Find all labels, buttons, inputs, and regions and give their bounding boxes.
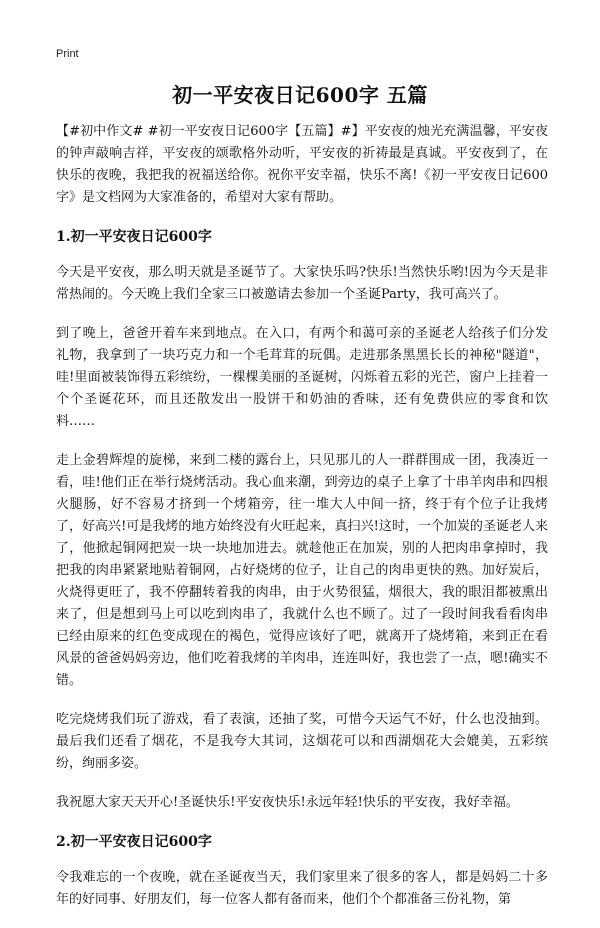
section-2-paragraph-1: 令我难忘的一个夜晚，就在圣诞夜当天，我们家里来了很多的客人，都是妈妈二十多年的好同事、好朋友们，每一位客人都有备而来，他们个个都准备三份礼物，第 xyxy=(56,870,548,907)
section-1-paragraph-5: 我祝愿大家天天开心!圣诞快乐!平安夜快乐!永远年轻!快乐的平安夜，我好幸福。 xyxy=(56,795,519,810)
section-1-paragraph-1: 今天是平安夜，那么明天就是圣诞节了。大家快乐吗?快乐!当然快乐哟!因为今天是非常热闹的。今天晚上我们全家三口被邀请去参加一个圣诞Party，我可高兴了。 xyxy=(56,265,548,302)
print-link[interactable]: Print xyxy=(56,48,79,60)
section-heading-2: 2.初一平安夜日记600字 xyxy=(56,834,212,850)
section-1-paragraph-2: 到了晚上，爸爸开着车来到地点。在入口，有两个和蔼可亲的圣诞老人给孩子们分发礼物，我拿到了一块巧克力和一个毛茸茸的玩偶。走进那条黑黑长长的神秘"隧道"，哇!里面被装饰得五彩缤纷，一棵棵美丽的圣诞树，闪烁着五彩的光芒，窗户上挂着一个个圣诞花环，而且还散发出一股饼干和奶油的香味，还有免费供应的零食和饮料…… xyxy=(56,326,548,429)
section-1-paragraph-4: 吃完烧烤我们玩了游戏，看了表演，还抽了奖，可惜今天运气不好，什么也没抽到。最后我们还看了烟花，不是我夸大其词，这烟花可以和西湖烟花大会媲美，五彩缤纷，绚丽多姿。 xyxy=(56,712,548,771)
article-body xyxy=(56,121,548,928)
intro-paragraph: 【#初中作文# #初一平安夜日记600字【五篇】#】平安夜的烛光充满温馨，平安夜的钟声敲响吉祥，平安夜的颂歌格外动听，平安夜的祈祷最是真诚。平安夜到了，在快乐的夜晚，我把我的祝福送给你。祝你平安幸福，快乐不离!《初一平安夜日记600字》是文档网为大家准备的，希望对大家有帮助。 xyxy=(56,124,548,205)
page-title: 初一平安夜日记600字 五篇 xyxy=(172,83,428,107)
section-1-paragraph-3: 走上金碧辉煌的旋梯，来到二楼的露台上，只见那儿的人一群群围成一团，我凑近一看，哇!他们正在举行烧烤活动。我心血来潮，到旁边的桌子上拿了十串羊肉串和四根火腿肠，好不容易才挤到一个烤箱旁，往一堆大人中间一挤，终于有个位子让我烤了，好高兴!可是我烤的地方始终没有火旺起来，真扫兴!这时，一个加炭的圣诞老人来了，他掀起铜网把炭一块一块地加进去。就趁他正在加炭，别的人把肉串拿掉时，我把我的肉串紧紧地贴着铜网，占好烧烤的位子，让自己的肉串更快的熟。加好炭后，火烧得更旺了，我不停翻转着我的肉串，由于火势很猛，烟很大，我的眼泪都被熏出来了，但是想到马上可以吃到肉串了，我就什么也不顾了。过了一段时间我看看肉串已经由原来的红色变成现在的褐色，觉得应该好了吧，就离开了烧烤箱，来到正在看风景的爸爸妈妈旁边，他们吃着我烤的羊肉串，连连叫好，我也尝了一点，嗯!确实不错。 xyxy=(56,453,548,688)
section-heading-1: 1.初一平安夜日记600字 xyxy=(56,229,212,245)
